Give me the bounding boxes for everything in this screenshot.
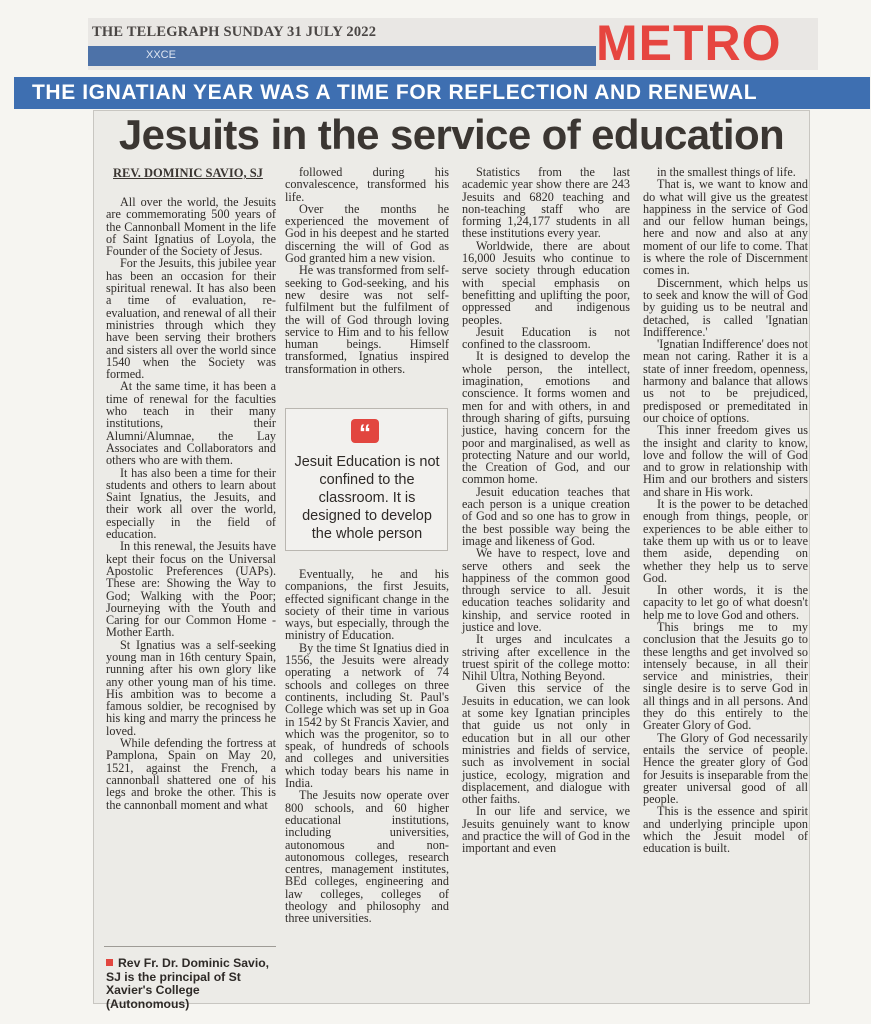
topic-strip-text: THE IGNATIAN YEAR WAS A TIME FOR REFLECTION AND RENEWAL [32, 81, 758, 104]
paragraph: It is designed to develop the whole person, the intellect, imagination, emotions and conscience. It forms women and men for and with others, in and through sharing of gifts, pursuing justice, having concern for the poor and marginalised, as well as protecting Nature and our world, the Creation of God, and our common home. [462, 349, 630, 487]
byline: REV. DOMINIC SAVIO, SJ [113, 166, 263, 180]
paragraph: By the time St Ignatius died in 1556, the Jesuits were already operating a network of 74 schools and colleges on three continents, including St. Paul's College which was set up in Goa in 1542 by St Francis Xavier, and which was the progenitor, so to speak, of hundreds of schools and colleges and universities which today bears his name in India. [285, 640, 449, 791]
section-name: METRO [596, 15, 782, 71]
author-note [106, 957, 278, 1011]
masthead-bar-text: XXCE [146, 49, 176, 61]
paragraph: This is the essence and spirit and underlying principle upon which the Jesuit model of education is built. [643, 804, 808, 856]
paragraph: In this renewal, the Jesuits have kept their focus on the Universal Apostolic Preferences (UAPs). These are: Showing the Way to God; Walking with the Poor; Journeying with the Youth and Caring for our Common Home - Mother Earth. [106, 539, 276, 640]
masthead-dateline: THE TELEGRAPH SUNDAY 31 JULY 2022 [92, 24, 377, 40]
author-note-text: Rev Fr. Dr. Dominic Savio, SJ is the principal of St Xavier's College (Autonomous) [106, 956, 270, 1011]
paragraph: All over the world, the Jesuits are commemorating 500 years of the Cannonball Moment in the life of Saint Ignatius of Loyola, the Founder of the Society of Jesus. [106, 195, 276, 259]
column-4 [643, 166, 808, 855]
column-2-continued [285, 568, 449, 925]
quote-icon: “ [351, 419, 379, 443]
column-2 [285, 166, 449, 375]
paragraph: Given this service of the Jesuits in education, we can look at some key Ignatian principles that guide us not only in education but in all our other ministries and fields of service, such as involvement in social justice, ecology, migration and displacement, and dialogue with other faiths. [462, 681, 630, 807]
paragraph: St Ignatius was a self-seeking young man in 16th century Spain, running after his own glory like any other young man of his time. His ambition was to become a famous soldier, be recognised by his king and marry the princess he loved. [106, 637, 276, 738]
paragraph: Discernment, which helps us to seek and know the will of God by guiding us to be neutral and detached, is called 'Ignatian Indifference.' [643, 275, 808, 339]
paragraph: in the smallest things of life. [657, 165, 796, 179]
paragraph: It is the power to be detached enough from things, people, or experiences to be able either to take them up with us or to leave them aside, depending on whether they help us to serve God. [643, 497, 808, 585]
paragraph: He was transformed from self-seeking to God-seeking, and his new desire was not self-fulfilment but the fulfilment of the will of God through loving service to Him and to his fellow human beings. Himself transformed, Ignatius inspired transformation in others. [285, 263, 449, 376]
paragraph: Jesuit Education is not confined to the classroom. [462, 324, 630, 352]
headline: Jesuits in the service of education [118, 111, 785, 158]
paragraph: That is, we want to know and do what will give us the greatest happiness in the service of God and our fellow human beings, here and now and also at any moment of our life to come. That is where the role of Discernment comes in. [643, 177, 808, 278]
paragraph: We have to respect, love and serve others and seek the happiness of the common good through service to all. Jesuit education teaches solidarity and kinship, and service rooted in justice and love. [462, 546, 630, 634]
topic-strip [14, 77, 870, 109]
paragraph: While defending the fortress at Pamplona, Spain on May 20, 1521, against the French, a cannonball shattered one of his legs and broke the other. This is the cannonball moment and what [106, 736, 276, 812]
paragraph: Eventually, he and his companions, the first Jesuits, effected significant change in the society of their time in various ways, but especially, through the ministry of Education. [285, 567, 449, 643]
paragraph: 'Ignatian Indifference' does not mean not caring. Rather it is a state of inner freedom, openness, harmony and balance that allows us not to be prejudiced, predisposed or premeditated in our choice of options. [643, 337, 808, 425]
pullquote-text: Jesuit Education is not confined to the classroom. It is designed to develop the whole person [294, 454, 440, 542]
paragraph: The Glory of God necessarily entails the service of people. Hence the greater glory of God for Jesuits is inseparable from the greater universal good of all people. [643, 730, 808, 807]
paragraph: At the same time, it has been a time of renewal for the faculties who teach in their many institutions, their Alumni/Alumnae, the Lay Associates and Collaborators and others who are with them. [106, 379, 276, 468]
paragraph: In our life and service, we Jesuits genuinely want to know and practice the will of God in the important and even [462, 804, 630, 856]
bullet-square-icon [106, 959, 113, 966]
author-divider [104, 946, 276, 947]
paragraph: It has also been a time for their students and others to learn about Saint Ignatius, the Jesuits, and their work all over the world, especially in the field of education. [106, 465, 276, 542]
paragraph: This brings me to my conclusion that the Jesuits go to these lengths and get involved so intensely because, in all their service and ministries, their single desire is to serve God in all things and in all persons. And they do this entirely to the Greater Glory of God. [643, 619, 808, 733]
paragraph: Statistics from the last academic year show there are 243 Jesuits and 6820 teaching and non-teaching staff who are forming 1,24,177 students in all these institutions every year. [462, 165, 630, 241]
masthead-bar [88, 46, 596, 66]
paragraph: In other words, it is the capacity to let go of what doesn't help me to love God and others. [643, 583, 808, 622]
paragraph: Jesuit education teaches that each person is a unique creation of God and so one has to grow in the best possible way being the image and likeness of God. [462, 484, 630, 548]
paragraph: It urges and inculcates a striving after excellence in the truest spirit of the college motto: Nihil Ultra, Nothing Beyond. [462, 632, 630, 684]
paragraph: followed during his convalescence, transformed his life. [285, 165, 449, 204]
paragraph: This inner freedom gives us the insight and clarity to know, love and follow the will of God and to grow in relationship with Him and our brothers and sisters and share in His work. [643, 423, 808, 499]
paragraph: Worldwide, there are about 16,000 Jesuits who continue to serve society through education with special emphasis on benefitting and uplifting the poor, oppressed and indigenous peoples. [462, 238, 630, 327]
paragraph: The Jesuits now operate over 800 schools, and 60 higher educational institutions, including universities, autonomous and non-autonomous colleges, research centres, management institutes, BEd colleges, engineering and law colleges, colleges of theology and philosophy and three universities. [285, 788, 449, 926]
paragraph: For the Jesuits, this jubilee year has been an occasion for their spiritual renewal. It has also been a time of evaluation, re-evaluation, and renewal of all their ministries through which they have been serving their brothers and sisters all over the world since 1540 when the Society was formed. [106, 256, 276, 382]
paragraph: Over the months he experienced the movement of God in his deepest and he started discerning the will of God as God granted him a new vision. [285, 201, 449, 266]
column-3 [462, 166, 630, 855]
pullquote-box [285, 408, 448, 551]
column-1 [106, 196, 276, 811]
